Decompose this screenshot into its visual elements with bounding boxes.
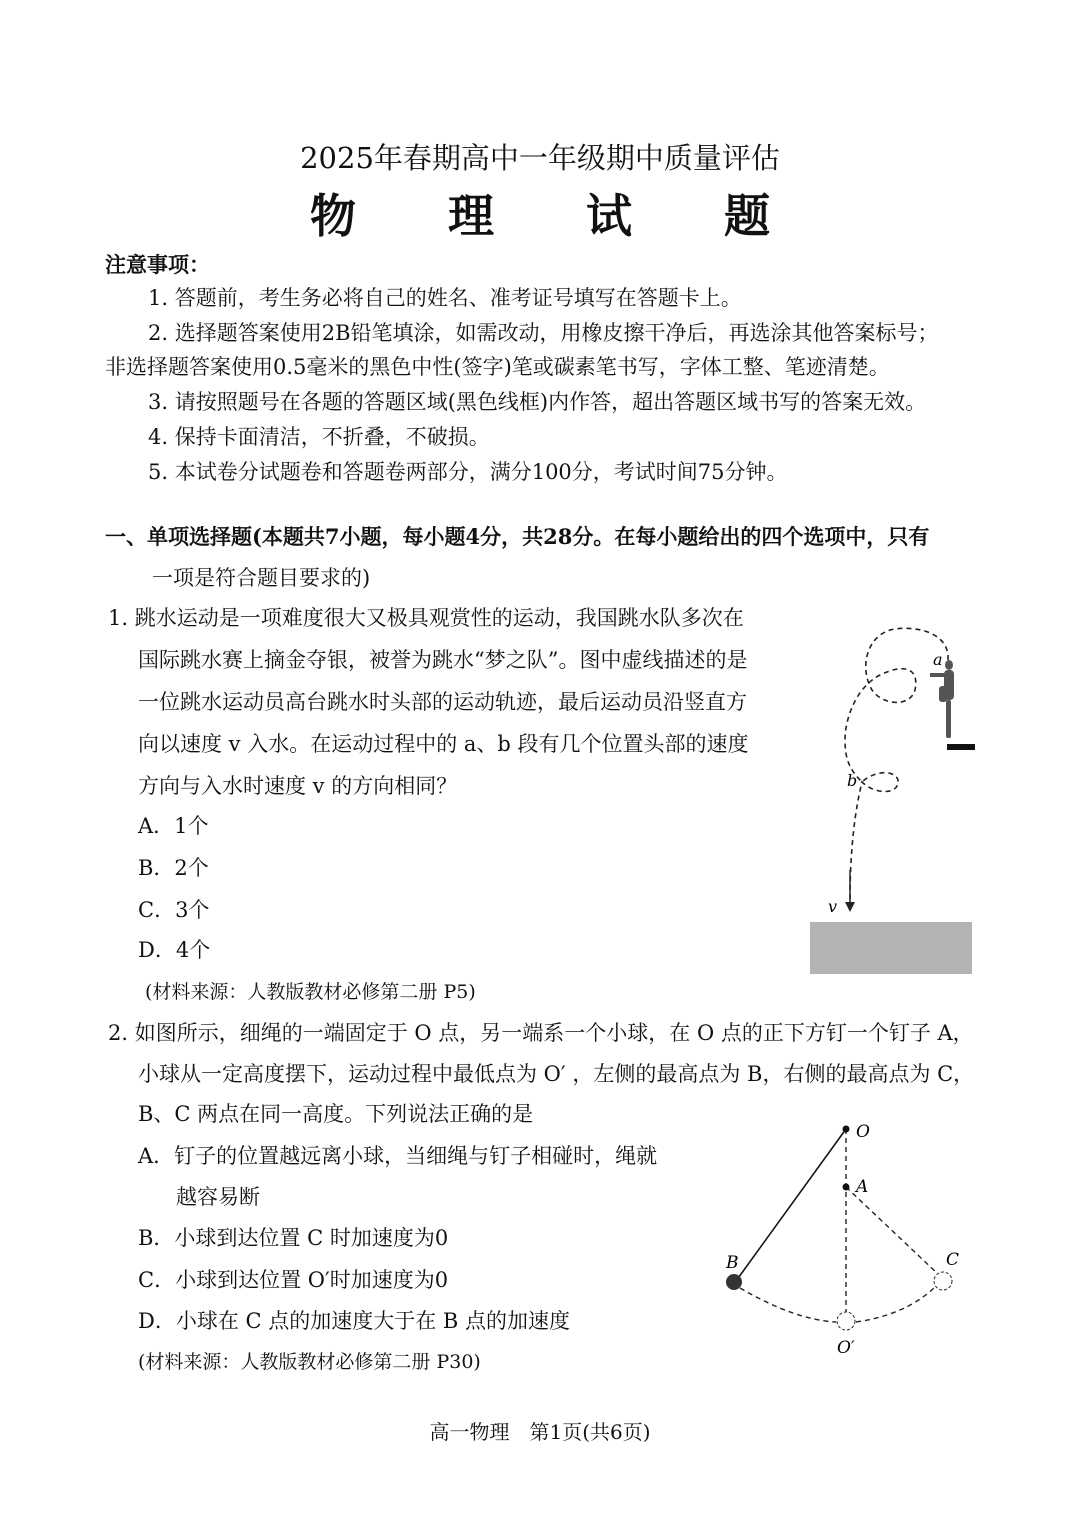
notice-item: 3. 请按照题号在各题的答题区域(黑色线框)内作答，超出答题区域书写的答案无效。 xyxy=(148,390,927,414)
label-b: b xyxy=(847,771,858,790)
notice-item: 2. 选择题答案使用2B铅笔填涂，如需改动，用橡皮擦干净后，再选涂其他答案标号； xyxy=(148,321,939,345)
nail-a xyxy=(843,1184,850,1191)
question-2-text: 2. 如图所示，细绳的一端固定于 O 点，另一端系一个小球，在 O 点的正下方钉一个钉子 A， xyxy=(108,1021,974,1045)
question-2-text: 小球从一定高度摆下，运动过程中最低点为 O′ ，左侧的最高点为 B，右侧的最高点为 C， xyxy=(138,1062,975,1086)
exam-title: 物 理 试 题 xyxy=(309,189,809,243)
diving-trajectory-figure xyxy=(800,620,980,980)
diver-figure xyxy=(930,660,954,738)
question-1-option-a: A．1个 xyxy=(138,814,209,838)
notice-item: 5. 本试卷分试题卷和答题卷两部分，满分100分，考试时间75分钟。 xyxy=(148,460,788,484)
page-footer: 高一物理 第1页(共6页) xyxy=(429,1420,651,1444)
question-1-text: 1. 跳水运动是一项难度很大又极具观赏性的运动，我国跳水队多次在 xyxy=(108,606,744,630)
exam-subtitle: 2025年春期高中一年级期中质量评估 xyxy=(300,141,780,175)
ball-position-c xyxy=(934,1272,952,1290)
pendulum-figure xyxy=(710,1110,980,1360)
label-c: C xyxy=(946,1250,960,1270)
question-2-option-d: D．小球在 C 点的加速度大于在 B 点的加速度 xyxy=(138,1309,571,1333)
question-1-text: 向以速度 v 入水。在运动过程中的 a、b 段有几个位置头部的速度 xyxy=(138,732,749,756)
question-1-option-d: D．4个 xyxy=(138,938,211,962)
trajectory-path xyxy=(845,628,948,900)
question-2-option-a: A．钉子的位置越远离小球，当细绳与钉子相碰时，绳就 xyxy=(138,1144,658,1168)
water-surface xyxy=(810,922,972,974)
label-b: B xyxy=(726,1253,739,1273)
notice-item: 4. 保持卡面清洁，不折叠，不破损。 xyxy=(148,425,490,449)
question-1-text: 一位跳水运动员高台跳水时头部的运动轨迹，最后运动员沿竖直方 xyxy=(138,690,747,714)
question-2-option-b: B．小球到达位置 C 时加速度为0 xyxy=(138,1226,449,1250)
point-o xyxy=(843,1126,850,1133)
section-heading: 一、单项选择题(本题共7小题，每小题4分，共28分。在每小题给出的四个选项中，只有 xyxy=(105,524,930,549)
ball-b xyxy=(726,1274,742,1290)
question-1-source: (材料来源：人教版教材必修第二册 P5) xyxy=(145,981,476,1003)
ball-position-o-prime xyxy=(837,1312,855,1330)
notice-item: 1. 答题前，考生务必将自己的姓名、准考证号填写在答题卡上。 xyxy=(148,286,742,310)
label-o-prime: O′ xyxy=(837,1338,855,1358)
notice-heading: 注意事项： xyxy=(105,252,210,277)
question-1-text: 国际跳水赛上摘金夺银，被誉为跳水“梦之队”。图中虚线描述的是 xyxy=(138,648,748,672)
label-o: O xyxy=(856,1122,870,1142)
question-2-text: B、C 两点在同一高度。下列说法正确的是 xyxy=(138,1102,534,1126)
label-a: a xyxy=(933,650,943,669)
notice-item: 非选择题答案使用0.5毫米的黑色中性(签字)笔或碳素笔书写，字体工整、笔迹清楚。 xyxy=(105,355,890,379)
diving-platform xyxy=(947,744,975,750)
question-2-option-c: C．小球到达位置 O′时加速度为0 xyxy=(138,1268,449,1292)
question-1-text: 方向与入水时速度 v 的方向相同？ xyxy=(138,774,458,798)
section-heading-cont: 一项是符合题目要求的) xyxy=(152,566,371,590)
question-2-source: (材料来源：人教版教材必修第二册 P30) xyxy=(138,1351,481,1373)
question-1-option-b: B．2个 xyxy=(138,856,209,880)
label-a: A xyxy=(856,1177,869,1197)
question-1-option-c: C．3个 xyxy=(138,898,210,922)
question-2-option-a-cont: 越容易断 xyxy=(176,1185,260,1209)
label-v: v xyxy=(828,897,838,916)
string-to-b xyxy=(736,1129,846,1281)
